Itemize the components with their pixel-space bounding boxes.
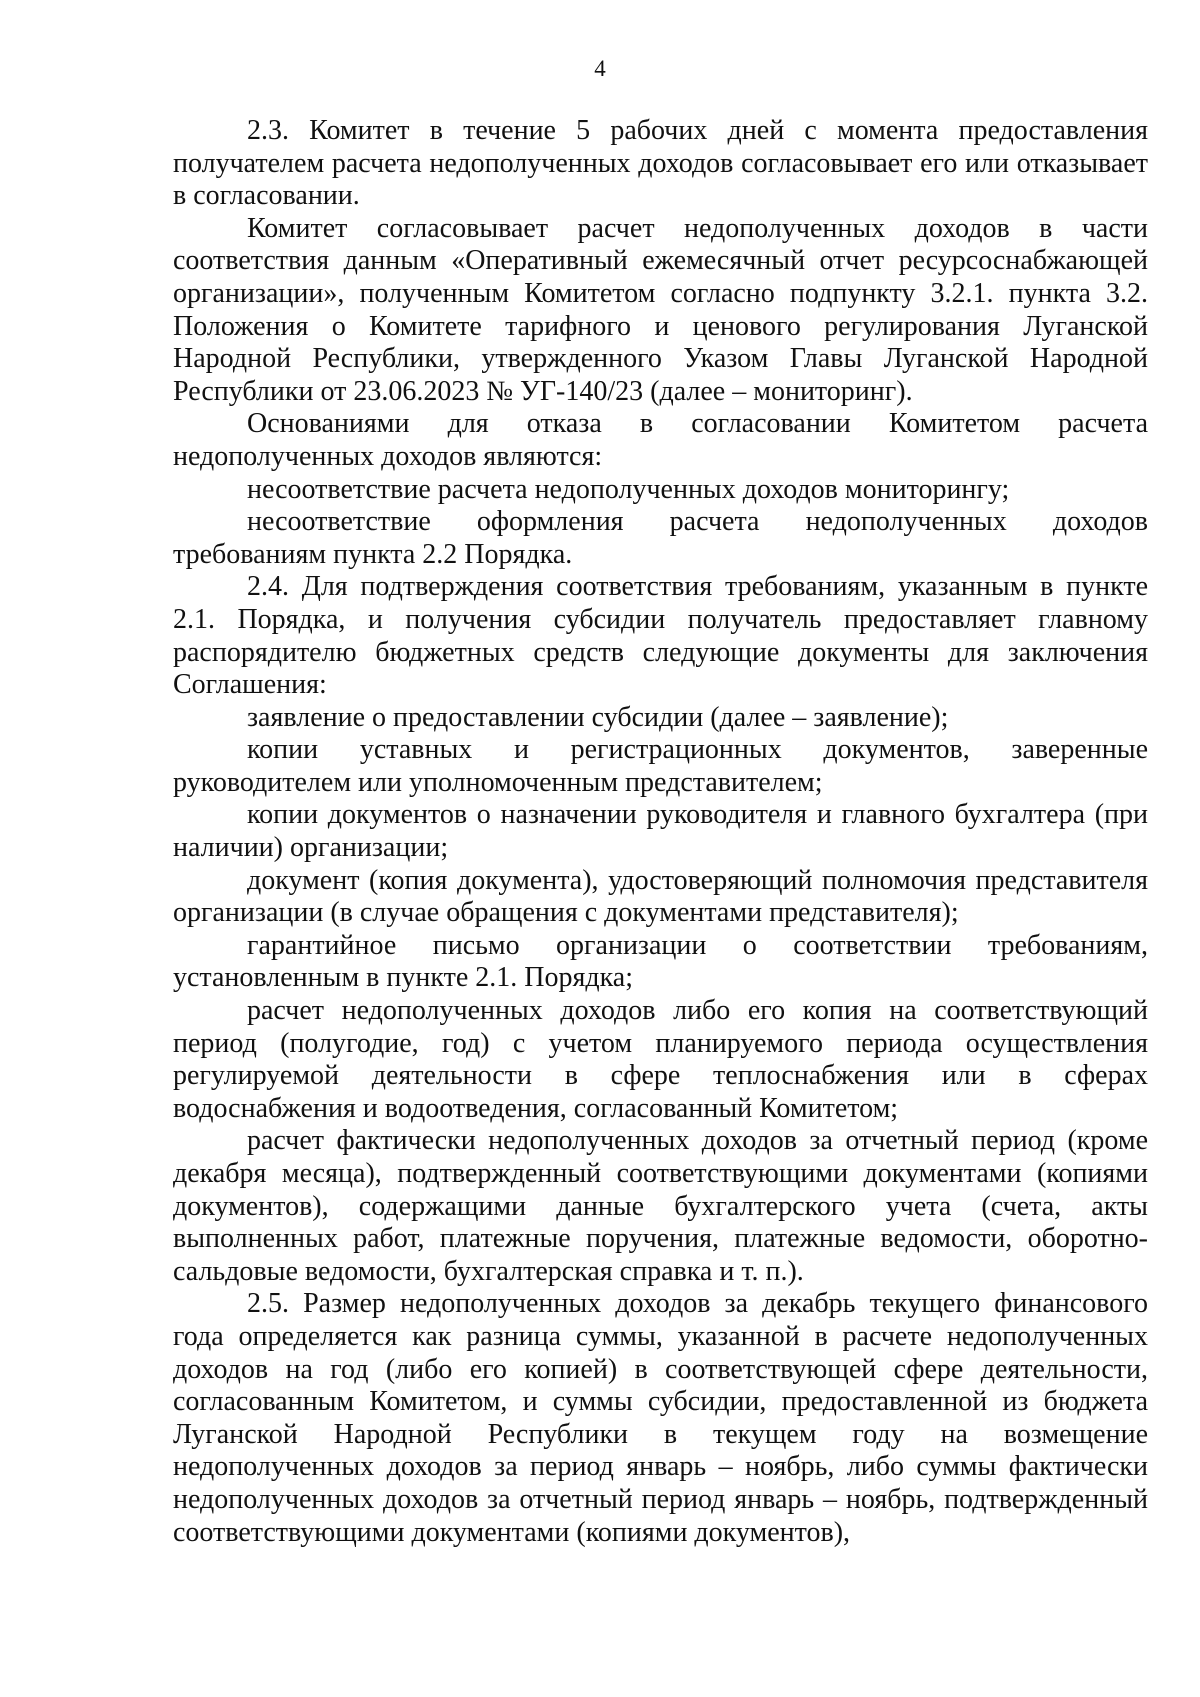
paragraph-2-5: 2.5. Размер недополученных доходов за декабрь текущего финансового года определяется как разница суммы, указанной в расчете недополученных доходов на год (либо его копией) в соответствующей сфере деятельности, согласованным Комитетом, и суммы субсидии, предоставленной из бюджета Луганской Народной Республики в текущем году на возмещение недополученных доходов за период январь – ноябрь, либо суммы фактически недополученных доходов за отчетный период январь – ноябрь, подтвержденный соответствующими документами (копиями документов), bbox=[173, 1288, 1148, 1548]
list-item: расчет фактически недополученных доходов за отчетный период (кроме декабря месяца), подтвержденный соответствующими документами (копиями документов), содержащими данные бухгалтерского учета (счета, акты выполненных работ, платежные поручения, платежные ведомости, оборотно-сальдовые ведомости, бухгалтерская справка и т. п.). bbox=[173, 1125, 1148, 1287]
list-item: гарантийное письмо организации о соответствии требованиям, установленным в пункте 2.1. Порядка; bbox=[173, 929, 1148, 994]
document-body bbox=[173, 115, 1148, 1549]
page-number: 4 bbox=[594, 56, 606, 81]
list-item: заявление о предоставлении субсидии (далее – заявление); bbox=[247, 701, 949, 733]
list-item: расчет недополученных доходов либо его копия на соответствующий период (полугодие, год) с учетом планируемого периода осуществления регулируемой деятельности в сфере теплоснабжения или в сферах водоснабжения и водоотведения, согласованный Комитетом; bbox=[173, 995, 1148, 1124]
list-item: копии документов о назначении руководителя и главного бухгалтера (при наличии) организации; bbox=[173, 799, 1148, 864]
list-item: документ (копия документа), удостоверяющий полномочия представителя организации (в случае обращения с документами представителя); bbox=[173, 864, 1148, 929]
paragraph-refusal-grounds: Основаниями для отказа в согласовании Комитетом расчета недополученных доходов являются: bbox=[173, 408, 1148, 472]
list-item: несоответствие расчета недополученных доходов мониторингу; bbox=[247, 473, 1010, 505]
paragraph-monitoring: Комитет согласовывает расчет недополученных доходов в части соответствия данным «Оперативный ежемесячный отчет ресурсоснабжающей организации», полученным Комитетом согласно подпункту 3.2.1. пункта 3.2. Положения о Комитете тарифного и ценового регулирования Луганской Народной Республики, утвержденного Указом Главы Луганской Народной Республики от 23.06.2023 № УГ-140/23 (далее – мониторинг). bbox=[173, 212, 1148, 407]
list-item: несоответствие оформления расчета недополученных доходов требованиям пункта 2.2 Порядка. bbox=[173, 506, 1148, 570]
paragraph-2-3: 2.3. Комитет в течение 5 рабочих дней с момента предоставления получателем расчета недополученных доходов согласовывает его или отказывает в согласовании. bbox=[173, 115, 1148, 212]
list-item: копии уставных и регистрационных документов, заверенные руководителем или уполномоченным представителем; bbox=[173, 734, 1148, 798]
paragraph-2-4: 2.4. Для подтверждения соответствия требованиям, указанным в пункте 2.1. Порядка, и получения субсидии получатель предоставляет главному распорядителю бюджетных средств следующие документы для заключения Соглашения: bbox=[173, 571, 1148, 701]
